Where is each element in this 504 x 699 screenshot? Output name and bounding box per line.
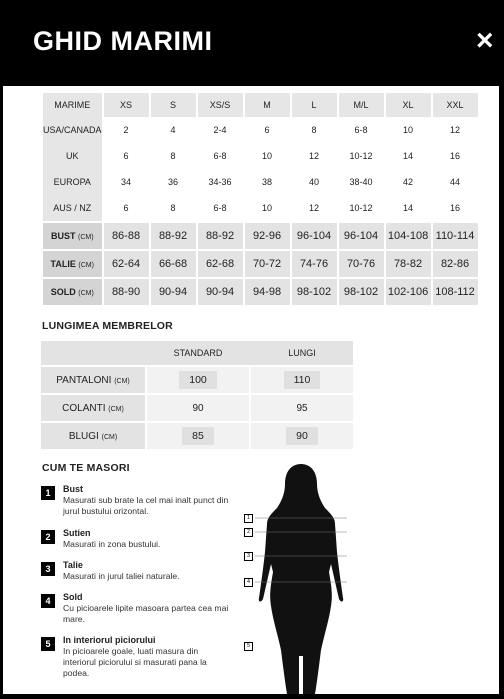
value-pill: 90 bbox=[286, 427, 318, 445]
table-cell: 8 bbox=[151, 195, 196, 221]
step-number: 5 bbox=[41, 637, 55, 651]
step-description: Masurati in zona bustului. bbox=[63, 539, 161, 549]
step-title: Bust bbox=[63, 484, 83, 494]
step-number: 1 bbox=[41, 486, 55, 500]
step-description: Masurati sub brate la cel mai inalt punct din jurul bustului orizontal. bbox=[63, 495, 229, 516]
row-label-text: BLUGI bbox=[68, 430, 99, 442]
table-cell: 34-36 bbox=[198, 169, 243, 195]
size-header-cell: M/L bbox=[339, 93, 384, 117]
table-cell: 10-12 bbox=[339, 143, 384, 169]
table-row bbox=[43, 117, 478, 143]
row-label-text: PANTALONI bbox=[56, 374, 112, 386]
table-cell: 6 bbox=[104, 195, 149, 221]
how-to-title: CUM TE MASORI bbox=[42, 462, 130, 474]
size-header-cell: XXL bbox=[433, 93, 478, 117]
table-cell: 62-68 bbox=[198, 251, 243, 277]
table-cell: 108-112 bbox=[433, 279, 478, 305]
table-row bbox=[43, 169, 478, 195]
table-cell: 14 bbox=[386, 143, 431, 169]
table-cell: 8 bbox=[292, 117, 337, 143]
table-cell: 14 bbox=[386, 195, 431, 221]
table-cell: 10 bbox=[245, 195, 290, 221]
table-cell: 6-8 bbox=[339, 117, 384, 143]
marker-3: 3 bbox=[244, 552, 253, 561]
table-cell: 42 bbox=[386, 169, 431, 195]
table-cell bbox=[251, 423, 353, 449]
table-cell: 6-8 bbox=[198, 143, 243, 169]
size-header-cell: M bbox=[245, 93, 290, 117]
page-title: GHID MARIMI bbox=[33, 26, 213, 56]
table-cell: 104-108 bbox=[386, 223, 431, 249]
table-cell: 88-92 bbox=[151, 223, 196, 249]
table-cell: 12 bbox=[292, 195, 337, 221]
row-unit: (CM) bbox=[78, 262, 94, 269]
marker-1: 1 bbox=[244, 514, 253, 523]
table-cell bbox=[251, 367, 353, 393]
lengths-table bbox=[41, 341, 353, 449]
table-cell: 88-92 bbox=[198, 223, 243, 249]
table-row bbox=[43, 279, 478, 305]
marker-2: 2 bbox=[244, 528, 253, 537]
table-cell: 102-106 bbox=[386, 279, 431, 305]
table-cell bbox=[147, 367, 249, 393]
size-header-cell: L bbox=[292, 93, 337, 117]
table-cell: 86-88 bbox=[104, 223, 149, 249]
row-label bbox=[43, 223, 102, 249]
step-number: 3 bbox=[41, 562, 55, 576]
table-row bbox=[43, 195, 478, 221]
lengths-header-blank bbox=[41, 341, 145, 365]
table-cell: 70-76 bbox=[339, 251, 384, 277]
size-header-label: MARIME bbox=[43, 93, 102, 117]
table-cell: 8 bbox=[151, 143, 196, 169]
table-cell: 6-8 bbox=[198, 195, 243, 221]
table-cell: 90 bbox=[147, 395, 249, 421]
value-pill: 100 bbox=[179, 371, 217, 389]
value-pill: 110 bbox=[284, 371, 321, 389]
table-row bbox=[41, 423, 353, 449]
step-description: Cu picioarele lipite masoara partea cea mai mare. bbox=[63, 603, 229, 624]
table-cell: 12 bbox=[433, 117, 478, 143]
step-title: In interiorul piciorului bbox=[63, 635, 156, 645]
table-cell: 6 bbox=[245, 117, 290, 143]
step-description: Masurati in jurul taliei naturale. bbox=[63, 571, 180, 581]
table-cell: 36 bbox=[151, 169, 196, 195]
table-cell: 38 bbox=[245, 169, 290, 195]
marker-4: 4 bbox=[244, 578, 253, 587]
row-unit: (CM) bbox=[114, 377, 130, 385]
row-label: USA/CANADA bbox=[43, 117, 102, 143]
step-number: 2 bbox=[41, 530, 55, 544]
table-cell: 70-72 bbox=[245, 251, 290, 277]
column-header-standard: STANDARD bbox=[147, 341, 249, 365]
table-cell: 94-98 bbox=[245, 279, 290, 305]
table-cell: 74-76 bbox=[292, 251, 337, 277]
table-cell: 96-104 bbox=[339, 223, 384, 249]
table-cell: 95 bbox=[251, 395, 353, 421]
table-cell: 2-4 bbox=[198, 117, 243, 143]
row-label-text: COLANTI bbox=[62, 402, 106, 414]
table-cell: 90-94 bbox=[198, 279, 243, 305]
row-label bbox=[41, 395, 145, 421]
table-cell: 110-114 bbox=[433, 223, 478, 249]
row-label bbox=[41, 367, 145, 393]
step-number: 4 bbox=[41, 594, 55, 608]
row-label bbox=[41, 423, 145, 449]
table-row bbox=[41, 395, 353, 421]
table-cell: 34 bbox=[104, 169, 149, 195]
row-label-text: TALIE bbox=[50, 259, 76, 269]
table-cell: 90-94 bbox=[151, 279, 196, 305]
row-label bbox=[43, 251, 102, 277]
table-cell: 4 bbox=[151, 117, 196, 143]
value-pill: 85 bbox=[182, 427, 214, 445]
size-header-cell: XL bbox=[386, 93, 431, 117]
size-header-cell: XS/S bbox=[198, 93, 243, 117]
table-row bbox=[41, 367, 353, 393]
table-cell: 12 bbox=[292, 143, 337, 169]
row-label: AUS / NZ bbox=[43, 195, 102, 221]
table-row bbox=[43, 251, 478, 277]
table-cell: 92-96 bbox=[245, 223, 290, 249]
table-cell: 62-64 bbox=[104, 251, 149, 277]
row-unit: (CM) bbox=[77, 234, 94, 241]
table-row bbox=[43, 143, 478, 169]
size-header-cell: XS bbox=[104, 93, 149, 117]
bottom-border bbox=[0, 694, 504, 699]
modal-header bbox=[0, 0, 504, 86]
step-title: Talie bbox=[63, 560, 83, 570]
close-icon[interactable]: × bbox=[476, 24, 494, 57]
size-guide-content bbox=[3, 86, 499, 694]
row-label: EUROPA bbox=[43, 169, 102, 195]
size-header-row bbox=[43, 93, 478, 117]
size-table bbox=[41, 93, 480, 305]
row-unit: (CM) bbox=[78, 290, 94, 297]
table-cell bbox=[147, 423, 249, 449]
row-label-text: BUST bbox=[50, 231, 76, 241]
step-description: In picioarele goale, luati masura din interiorul piciorului si masurati pana la podea. bbox=[63, 646, 207, 678]
table-cell: 44 bbox=[433, 169, 478, 195]
table-cell: 6 bbox=[104, 143, 149, 169]
table-cell: 98-102 bbox=[292, 279, 337, 305]
table-cell: 16 bbox=[433, 143, 478, 169]
step-title: Sold bbox=[63, 592, 83, 602]
table-cell: 10 bbox=[386, 117, 431, 143]
table-cell: 10-12 bbox=[339, 195, 384, 221]
table-cell: 38-40 bbox=[339, 169, 384, 195]
table-cell: 82-86 bbox=[433, 251, 478, 277]
lengths-header-row bbox=[41, 341, 353, 365]
table-cell: 96-104 bbox=[292, 223, 337, 249]
row-unit: (CM) bbox=[101, 433, 118, 441]
table-cell: 40 bbox=[292, 169, 337, 195]
column-header-lungi: LUNGI bbox=[251, 341, 353, 365]
table-cell: 66-68 bbox=[151, 251, 196, 277]
table-cell: 98-102 bbox=[339, 279, 384, 305]
row-label-text: SOLD bbox=[50, 287, 76, 297]
size-header-cell: S bbox=[151, 93, 196, 117]
marker-5: 5 bbox=[244, 642, 253, 651]
row-label: UK bbox=[43, 143, 102, 169]
table-cell: 78-82 bbox=[386, 251, 431, 277]
table-row bbox=[43, 223, 478, 249]
step-title: Sutien bbox=[63, 528, 91, 538]
table-cell: 88-90 bbox=[104, 279, 149, 305]
lengths-title: LUNGIMEA MEMBRELOR bbox=[42, 320, 173, 332]
row-label bbox=[43, 279, 102, 305]
row-unit: (CM) bbox=[108, 405, 124, 413]
table-cell: 2 bbox=[104, 117, 149, 143]
female-silhouette-icon bbox=[241, 460, 361, 694]
table-cell: 10 bbox=[245, 143, 290, 169]
table-cell: 16 bbox=[433, 195, 478, 221]
